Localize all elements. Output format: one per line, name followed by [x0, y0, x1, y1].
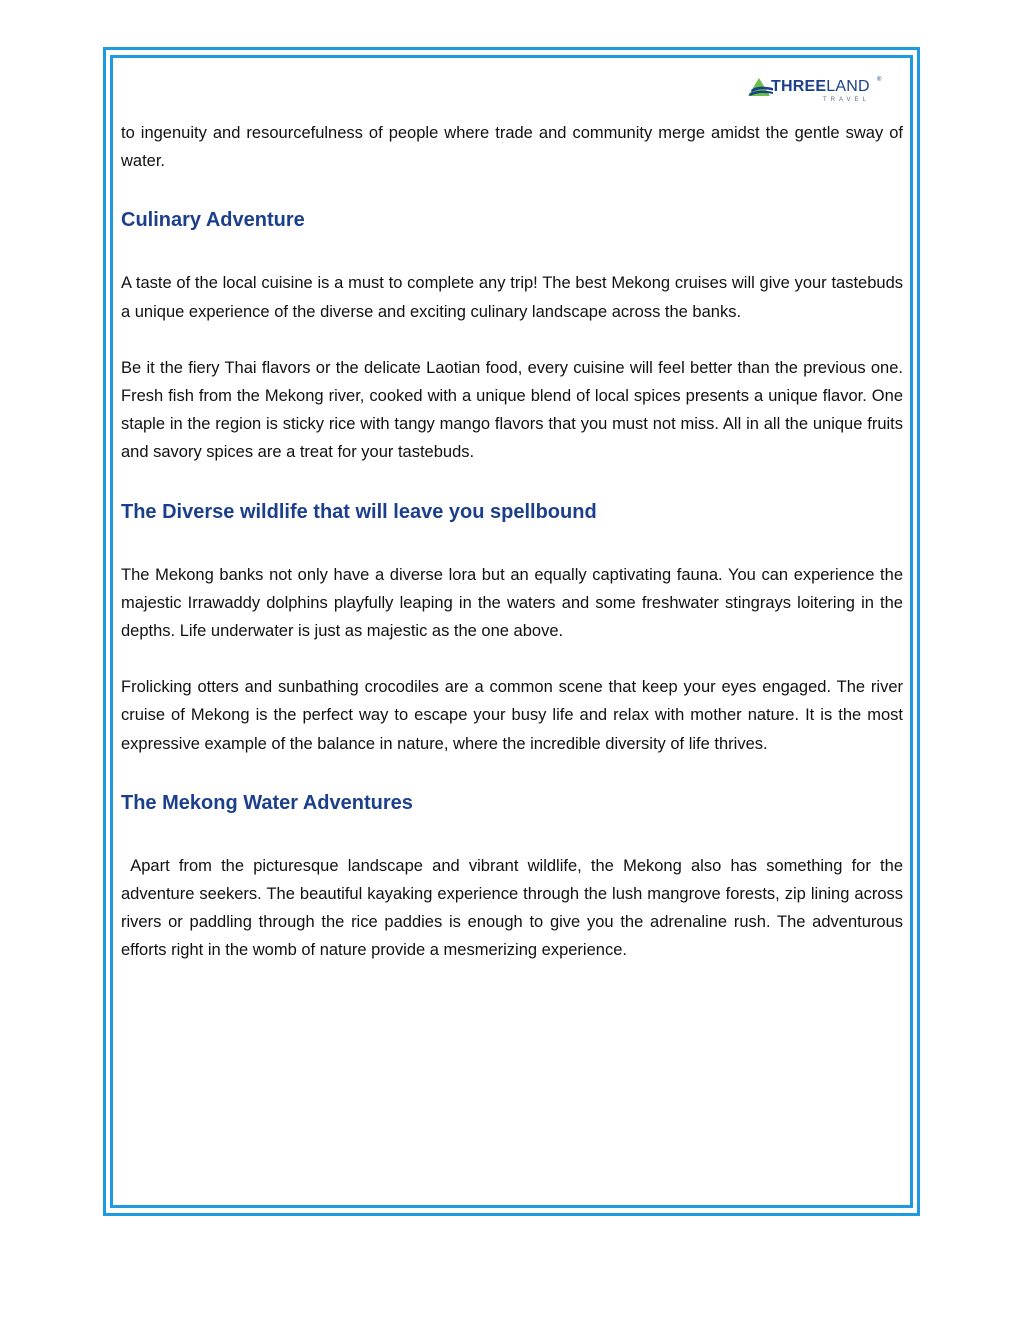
logo-wordmark: [771, 78, 870, 96]
wildlife-paragraph-1: The Mekong banks not only have a diverse lora but an equally captivating fauna. You can experience the majestic Irrawaddy dolphins playfully leaping in the waters and some freshwater stingrays loitering in the depths. Life underwater is just as majestic as the one above.: [121, 565, 903, 641]
logo-brand-light: LAND: [826, 78, 870, 95]
section-heading-water-adventures: The Mekong Water Adventures: [121, 791, 413, 814]
logo-subtitle: TRAVEL: [823, 97, 870, 103]
wildlife-paragraph-2: Frolicking otters and sunbathing crocodiles are a common scene that keep your eyes engaged. The river cruise of Mekong is the perfect way to escape your busy life and relax with mother nature. It is the most expressive example of the balance in nature, where the incredible diversity of life thrives.: [121, 678, 903, 753]
water-adventures-paragraph-1: Apart from the picturesque landscape and vibrant wildlife, the Mekong also has something for the adventure seekers. The beautiful kayaking experience through the lush mangrove forests, zip lining across rivers or paddling through the rice paddies is enough to give you the adrenaline rush. The adventurous efforts right in the womb of nature provide a mesmerizing experience.: [121, 856, 908, 960]
threeland-logo: [747, 76, 883, 110]
logo-registered-mark: ®: [877, 77, 882, 83]
logo-mountain-icon: [747, 76, 773, 98]
culinary-paragraph-2: Be it the fiery Thai flavors or the delicate Laotian food, every cuisine will feel better than the previous one. Fresh fish from the Mekong river, cooked with a unique blend of local spices presents a unique flavor. One staple in the region is sticky rice with tangy mango flavors that you must not miss. All in all the unique fruits and savory spices are a treat for your tastebuds.: [121, 358, 903, 462]
intro-paragraph: to ingenuity and resourcefulness of people where trade and community merge amidst the gentle sway of water.: [121, 124, 903, 171]
document-body: [121, 119, 908, 965]
section-heading-culinary: Culinary Adventure: [121, 209, 305, 232]
culinary-paragraph-1: A taste of the local cuisine is a must to complete any trip! The best Mekong cruises will give your tastebuds a unique experience of the diverse and exciting culinary landscape across the banks.: [121, 274, 903, 321]
logo-brand-bold: THREE: [771, 78, 827, 95]
section-heading-wildlife: The Diverse wildlife that will leave you spellbound: [121, 500, 597, 523]
